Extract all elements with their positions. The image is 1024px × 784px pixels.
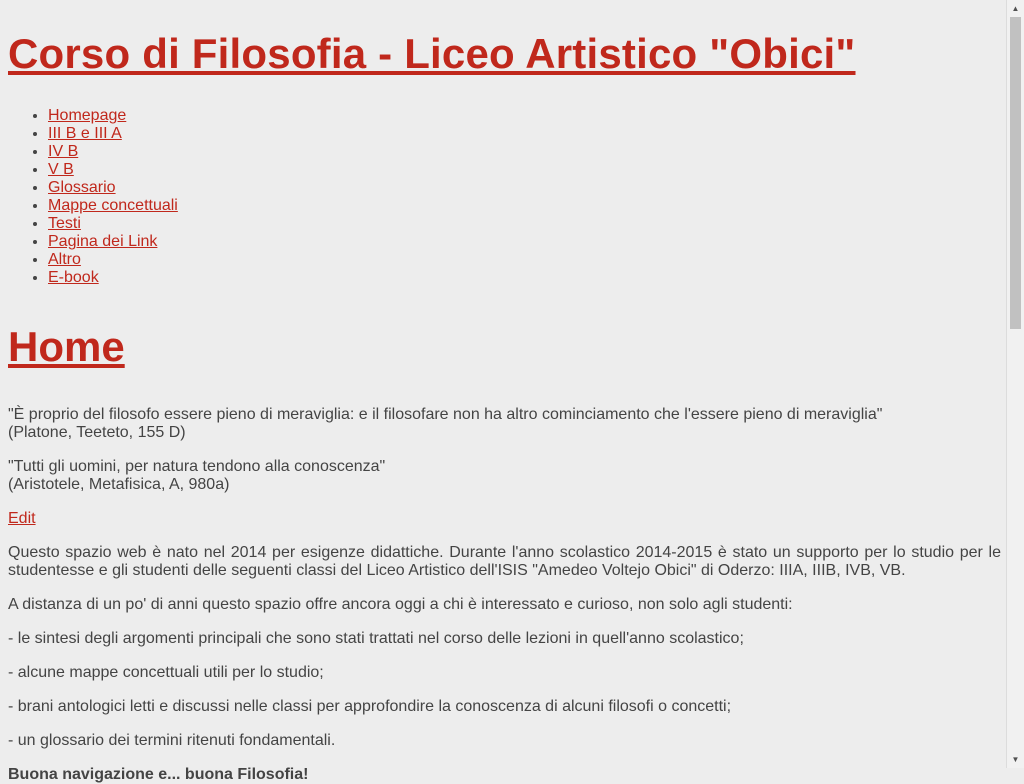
nav-link-iii-b-iii-a[interactable]: III B e III A <box>48 125 122 142</box>
nav-item <box>48 107 1001 125</box>
nav-link-glossario[interactable]: Glossario <box>48 179 116 196</box>
nav-link-pagina-dei-link[interactable]: Pagina dei Link <box>48 233 158 250</box>
bullet-glossario: - un glossario dei termini ritenuti fondamentali. <box>8 732 336 749</box>
closing-text: Buona navigazione e... buona Filosofia! <box>8 766 309 783</box>
page-content <box>8 0 1001 784</box>
main-nav <box>8 107 1001 287</box>
nav-item <box>48 143 1001 161</box>
scroll-up-arrow-icon[interactable]: ▲ <box>1011 4 1020 13</box>
nav-link-testi[interactable]: Testi <box>48 215 81 232</box>
edit-link[interactable]: Edit <box>8 510 36 527</box>
quote-text: "È proprio del filosofo essere pieno di meraviglia: e il filosofare non ha altro cominciamento che l'essere pieno di meraviglia" <box>8 406 883 423</box>
nav-item <box>48 179 1001 197</box>
nav-link-mappe-concettuali[interactable]: Mappe concettuali <box>48 197 178 214</box>
bullet-brani: - brani antologici letti e discussi nelle classi per approfondire la conoscenza di alcuni filosofi o concetti; <box>8 698 732 715</box>
nav-item <box>48 215 1001 233</box>
nav-item <box>48 125 1001 143</box>
nav-link-iv-b[interactable]: IV B <box>48 143 79 160</box>
quote-text: "Tutti gli uomini, per natura tendono alla conoscenza" <box>8 458 386 475</box>
nav-item <box>48 197 1001 215</box>
scrollbar-thumb[interactable] <box>1010 17 1021 329</box>
quote-platone <box>8 406 1001 442</box>
offer-paragraph: A distanza di un po' di anni questo spazio offre ancora oggi a chi è interessato e curioso, non solo agli studenti: <box>8 596 793 613</box>
quote-source: (Platone, Teeteto, 155 D) <box>8 424 186 441</box>
page-title-link[interactable]: Home <box>8 323 125 370</box>
bullet-sintesi: - le sintesi degli argomenti principali che sono stati trattati nel corso delle lezioni in quell'anno scolastico; <box>8 630 744 647</box>
edit-row <box>8 510 1001 528</box>
bullet-mappe: - alcune mappe concettuali utili per lo studio; <box>8 664 324 681</box>
vertical-scrollbar[interactable] <box>1006 0 1024 768</box>
nav-item <box>48 161 1001 179</box>
nav-link-homepage[interactable]: Homepage <box>48 107 127 124</box>
scroll-down-arrow-icon[interactable]: ▼ <box>1011 755 1020 764</box>
closing-paragraph <box>8 766 1001 784</box>
site-title-link[interactable]: Corso di Filosofia - Liceo Artistico "Obici" <box>8 30 856 77</box>
nav-item <box>48 269 1001 287</box>
nav-item <box>48 251 1001 269</box>
intro-paragraph: Questo spazio web è nato nel 2014 per esigenze didattiche. Durante l'anno scolastico 2014-2015 è stato un supporto per lo studio per le studentesse e gli studenti delle seguenti classi del Liceo Artistico dell'ISIS "Amedeo Voltejo Obici" di Oderzo: IIIA, IIIB, IVB, VB. <box>8 544 1001 579</box>
nav-item <box>48 233 1001 251</box>
nav-link-e-book[interactable]: E-book <box>48 269 99 286</box>
nav-link-v-b[interactable]: V B <box>48 161 74 178</box>
site-title <box>8 29 1001 79</box>
quote-source: (Aristotele, Metafisica, A, 980a) <box>8 476 230 493</box>
nav-link-altro[interactable]: Altro <box>48 251 81 268</box>
quote-aristotele <box>8 458 1001 494</box>
page-title <box>8 322 1001 372</box>
